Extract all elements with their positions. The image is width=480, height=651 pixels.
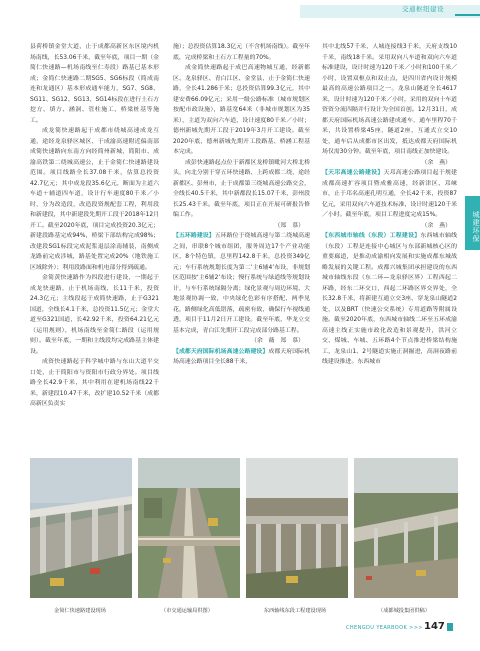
photo-strip xyxy=(30,458,458,598)
text-column-3 xyxy=(322,42,457,368)
header-rule xyxy=(455,14,480,16)
photo-city-axis-construction-2 xyxy=(354,458,458,598)
author-signature: （郑 慕） xyxy=(274,222,304,229)
photo-highway-construction-1 xyxy=(30,458,132,598)
section-heading: 【天邛高速公路建设】 xyxy=(322,170,384,176)
photo-caption: （成都城投集团供稿） xyxy=(378,608,430,614)
section-heading: 【成都天府国际机场高速公路建设】 xyxy=(173,348,269,355)
paragraph: 成资快速路起于科学城中路与东山大道平交口处，止于简阳市与资阳市行政分界处。项目线路全长42.9千米，其中利用在建机场南线22千米，新建段10.47千米，改扩建10.52千米（成都高新区负责实 xyxy=(30,359,159,407)
paragraph: 其中北线57千米，人城连接线3千米，天府支线10千米，南线18千米。采用双向八车道和双向六车道标准建设，设计时速为120千米／小时和100千米／小时，设置双枢点和双止点，是四川省内设计规模最高的高速公路项目之一。龙泉山隧道全长4617米，设计时速为120千米／小时，采用的双向十车道资资分流四隔并行设计为全国首创。12月31日，成都天府国际机场高速公路建成通车，通车里程70千米，共设置桥梁45座，隧道2座，互通式立交10处，通车后从成都市区出发，抵达成都天府国际机场仅需30分钟。截至年底，项目南线正加快建设。 xyxy=(322,44,457,155)
photo-caption: （市交通运输局供图） xyxy=(161,608,213,614)
yearbook-label: CHENGDU YEARBOOK >>> xyxy=(346,625,423,631)
section-body: 成都天府国际机场高速公路项目全长88千米， xyxy=(173,348,311,365)
section-body: 五环路位于绕城高速与第二绕城高速之间，串联8个城市组团，服务周边17个产业功能区，8个特色镇，总里程142.8千米，总投资349亿元；车行系统规划长度为第二‘主6辅4’布设，非规划区范围按‘主6辅2’布设；慢行系统与绿道线等规划设计，与车行系统绿隔分离；绿化景观与周边环境、大地景观协调一致，中央绿化色彩有序搭配，两季见花，路侧绿化高低错落，疏密有致，确保行车视线通透，项目于11月2日开工建设。截至年底，华龙立交基本完成，青白江先期开工段完成部分路基工程。 xyxy=(173,233,311,334)
text-column-2 xyxy=(173,42,310,368)
photo-caption: 东西轴线东段工程建设现场 xyxy=(263,608,327,614)
author-signature: （余 燕） xyxy=(421,222,451,229)
section-paragraph xyxy=(173,231,310,336)
page-header xyxy=(0,0,480,40)
section-body: 东西城市轴线（东段）工程是连接中心城区与东部新城核心区的重要廊道，是推动成渝相向发展和实施成都东城战略发展的关键工程。成都兴城集团承担建设的东西城市轴线东段（东二环—龙泉驿区界）工程西起二环路，经东二环交口，西起二环路区界交界处，全长32.8千米，将新建互通立交3座、穿龙泉山隧道2处，以及BRT（快速公交系统）专用道路等附属设施。截至2020年底，东西城市轴线二环至五环成渝高速主线正实施市政化改造和景观提升，洪河立交、煤城、车城、五环路4个节点推进桥梁结构施工，龙泉山1、2号隧道实施正洞掘进，高洞夜路前线建设推进。东西城市 xyxy=(322,233,458,365)
footer-marker xyxy=(447,623,453,631)
author-signature: （余 薇 郑 慕） xyxy=(250,338,304,344)
page-number: 147 xyxy=(424,621,445,632)
paragraph: 成彭快速路起点位于新都区龙桥镇毗河大桥北桥头，向北分别于穿五环快速路、上跨成都二绕，途经新都区、彭州市，止于成都第三绕城高速公路交会，全线长40.5千米，其中新都段长15.07千米，彭州段长25.43千米。截至年底，项目正在开展可研报告修编工作。 xyxy=(173,159,310,218)
photo-caption: 金简仁快速路建设现场 xyxy=(54,608,106,614)
photo-highway-construction-2 xyxy=(138,458,240,598)
section-side-tab: 城建环保 xyxy=(465,196,480,250)
paragraph: 县荷桥镇金堂大道，止于成都高新区东区境内机场南线，长53.06千米，截至年底，项目一期（金简仁快速路—机场南线至仁寿段）路基已基本形成；金简仁快速路二期SG5、SG6标段（简成南连和龙通区）基本形成通车能力，SG7、SG8、SG11、SG12、SG13、SG14标段在进行土石方挖方、填方、涵洞、管柱施工，桥梁桩基等施工。 xyxy=(30,44,159,124)
section-title: 交通枢纽建设 xyxy=(402,5,444,13)
section-heading: 【东西城市轴线（东段）工程建设】 xyxy=(322,233,421,239)
section-body: 天邛高速公路项目起于规建成都高速扩容项目暨成雅高速，经新津区、邛崃市，止于邛名高速孔明互通，全长42千米，投资87亿元，采用双向六车道技术标准，设计时速120千米／小时。截至年底，项目工程进度完成15%。 xyxy=(322,170,458,218)
section-paragraph xyxy=(173,347,310,368)
author-signature: （余 燕） xyxy=(421,159,451,166)
paragraph: 金简黄快速路作为四段进行建设，一期起于成龙快速路，止于机场南线，长11千米，投资24.3亿元；主线段起于成简快速路，止于G321国道，全线长4.1千米，总投资11.5亿元；金堂大道至G321国道，长42.92千米，投资64.21亿元（运用规则），机场南线至金简仁路段（运用规则）。截至年底，一期和主线段均完成路基主体建设。 xyxy=(30,275,159,355)
page-footer xyxy=(0,621,480,651)
paragraph: 成龙简快速路起于成都市绕城高速成龙互通，途经龙泉驿区城区、于成渝高速附近偏南部成简快速路向东南方向经简州新城，简阳市、成渝高铁第二绕城高速公，止于金简仁快速路建设范围。项目线路全长37.08千米，估算总投资42.7亿元；其中成龙段35.6亿元，断面为主道六车道＋辅道四车道，设计行车速度80千米／小时，分为改造段，改造段资规配套工程，利用段和新建段，其中新建段先期开工段于2018年12月开工。截至2020年底，项目完成投资20.3亿元；新建段路基完成94%，桥梁下部结构完成98%；改建段SG1标段完成泥浆退层涂南辅装，南侧成龙路前完成涉城，路基处置完成20%（地铁施工区域除外）；利用段路面和机电部分得到疏通。 xyxy=(30,128,159,271)
section-heading: 【五环路建设】 xyxy=(173,233,215,239)
section-paragraph xyxy=(322,231,457,368)
section-paragraph xyxy=(322,168,457,221)
paragraph: 施）；总投资估算18.3亿元（不含机场南线）。截至年底，完成桥梁和土石方工程量的70%。 xyxy=(173,44,310,61)
photo-city-axis-construction-1 xyxy=(246,458,348,598)
header-band xyxy=(300,5,480,18)
paragraph: 成金简快速路起于成巴高速物城互通，经新都区、龙泉驿区、青白江区、金堂县，止于金简仁快速路，全长41.286千米；总投资估算99.3亿元，其中建安费66.09亿元；采用一级公路标准（城市规划区按配市政设施），路基宽64米（非城市规划区为35米），主道为双向六车道，设计速度80千米／小时；德州新城先期开工段于2019年3月开工建设。截至2020年底，德州新城先期开工段路基、桥涵工程基本完成。 xyxy=(173,65,310,155)
text-column-1 xyxy=(30,42,159,410)
